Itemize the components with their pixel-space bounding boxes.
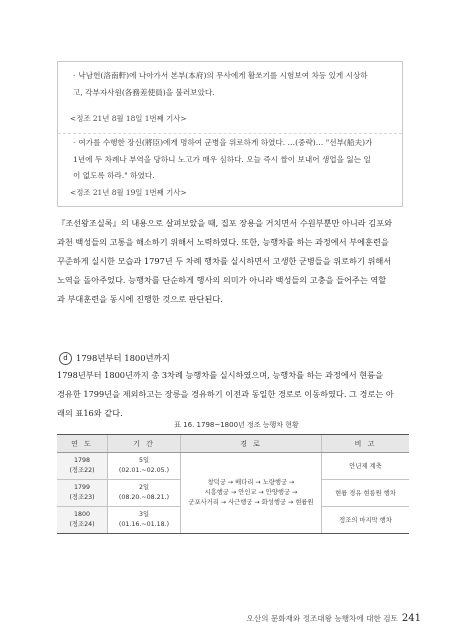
year-cell xyxy=(57,453,108,480)
quote-line: 고, 각부자사원(各務差使員)을 불러보았다. xyxy=(73,87,215,97)
year-sub: (정조23) xyxy=(69,494,95,501)
header-period: 기 간 xyxy=(108,435,181,453)
header-route: 경 로 xyxy=(181,435,322,453)
circled-number-icon: d xyxy=(59,352,72,365)
year-cell xyxy=(57,480,108,507)
haengcha-table xyxy=(57,434,409,534)
quote-line: 낙남헌(洛南軒)에 나아가서 본부(本府)의 무사에게 활쏘기를 시험보여 차등 있게 시상하 xyxy=(78,71,368,80)
year: 1798 xyxy=(73,457,91,464)
bullet-icon: · xyxy=(73,138,76,147)
note-cell: 현륭 경유 현릉원 행차 xyxy=(322,480,410,507)
quote-line: 1년에 두 차례나 부역을 당하니 노고가 매우 심하다. 오늘 즉시 쌀이 보내어 생업을 잃는 일 xyxy=(73,154,371,164)
quote-line: 이 없도록 하라." 하였다. xyxy=(73,171,155,180)
page-number: 241 xyxy=(401,613,421,624)
route-cell xyxy=(181,453,322,534)
quote-citation-2: <정조 21년 8월 19일 1번째 기사> xyxy=(70,188,187,197)
text-line: 경유한 1799년을 제외하고는 장릉을 경유하기 이전과 동일한 경로로 이동하였다. 그 경로는 아 xyxy=(57,389,394,399)
year-sub: (정조24) xyxy=(69,521,95,528)
period-cell xyxy=(108,480,181,507)
period: 5일 xyxy=(138,457,150,464)
period-sub: (02.01.~02.05.) xyxy=(118,467,170,474)
period: 3일 xyxy=(138,511,150,518)
route-line: 시흥행궁 → 안인교 → 안양행궁 → xyxy=(204,489,298,496)
year: 1800 xyxy=(73,511,91,518)
text-line: 꾸준하게 실시한 모습과 1797년 두 차례 행차를 실시하면서 고생한 군병들을 위로하기 위해서 xyxy=(57,256,392,266)
footer-title: 오산의 문화재와 정조대왕 능행차에 대한 검토 xyxy=(246,614,398,623)
table-row xyxy=(57,453,409,480)
period-cell xyxy=(108,507,181,534)
note-cell: 안년제 계축 xyxy=(322,453,410,480)
quote-citation-1: <정조 21년 8월 18일 1번째 기사> xyxy=(70,114,187,123)
header-note: 비 고 xyxy=(322,435,410,453)
text-line: 과천 백성들의 고통을 해소하기 위해서 노력하였다. 또한, 능행차를 하는 과정에서 부에훈련을 xyxy=(57,237,389,247)
bullet-icon: · xyxy=(73,71,76,80)
section-title: 1798년부터 1800년까지 xyxy=(76,353,170,363)
text-line: 과 부대훈련을 동시에 진행한 것으로 판단된다. xyxy=(57,294,223,304)
header-year: 연 도 xyxy=(57,435,108,453)
body-paragraph-2 xyxy=(57,366,409,423)
quote-box xyxy=(57,61,403,207)
period-sub: (08.20.~08.21.) xyxy=(118,494,170,501)
note-cell: 정조의 마지막 행차 xyxy=(322,507,410,534)
body-paragraph-1 xyxy=(57,214,409,309)
route-line: 창덕궁 → 배다리 → 노량행궁 → xyxy=(207,479,295,486)
year-sub: (정조22) xyxy=(69,467,95,474)
table-header-row xyxy=(57,435,409,453)
quote-paragraph-2 xyxy=(73,135,391,185)
period: 2일 xyxy=(138,484,150,491)
period-cell xyxy=(108,453,181,480)
text-line: 1798년부터 1800년까지 총 3차례 능행차를 실시하였으며, 능행차를 하는 과정에서 현륭을 xyxy=(57,370,384,380)
text-line: 『조선왕조실록』의 내용으로 살펴보았을 때, 집포 장용을 거치면서 수원부뿐만 아니라 김포와 xyxy=(57,218,393,228)
page-footer xyxy=(246,613,421,624)
quote-line: 여가를 수행한 장신(將臣)에게 명하여 군병을 위로하게 하였다. …(중략)… "선부(船夫)가 xyxy=(78,138,373,147)
year-cell xyxy=(57,507,108,534)
section-heading xyxy=(59,352,170,365)
text-line: 래의 표16와 같다. xyxy=(57,408,123,418)
year: 1799 xyxy=(73,484,91,491)
text-line: 노역을 돌아주었다. 능행차를 단순하게 행사의 의미가 아니라 백성들의 고충을 들어주는 역할 xyxy=(57,275,387,285)
table-title: 표 16. 1798~1800년 정조 능행차 현황 xyxy=(174,421,299,429)
period-sub: (01.16.~01.18.) xyxy=(118,521,170,528)
route-line: 군포사거리 → 사근행궁 → 화성행궁 → 현륭원 xyxy=(188,499,314,506)
quote-paragraph-1 xyxy=(73,68,391,101)
divider xyxy=(58,133,402,134)
